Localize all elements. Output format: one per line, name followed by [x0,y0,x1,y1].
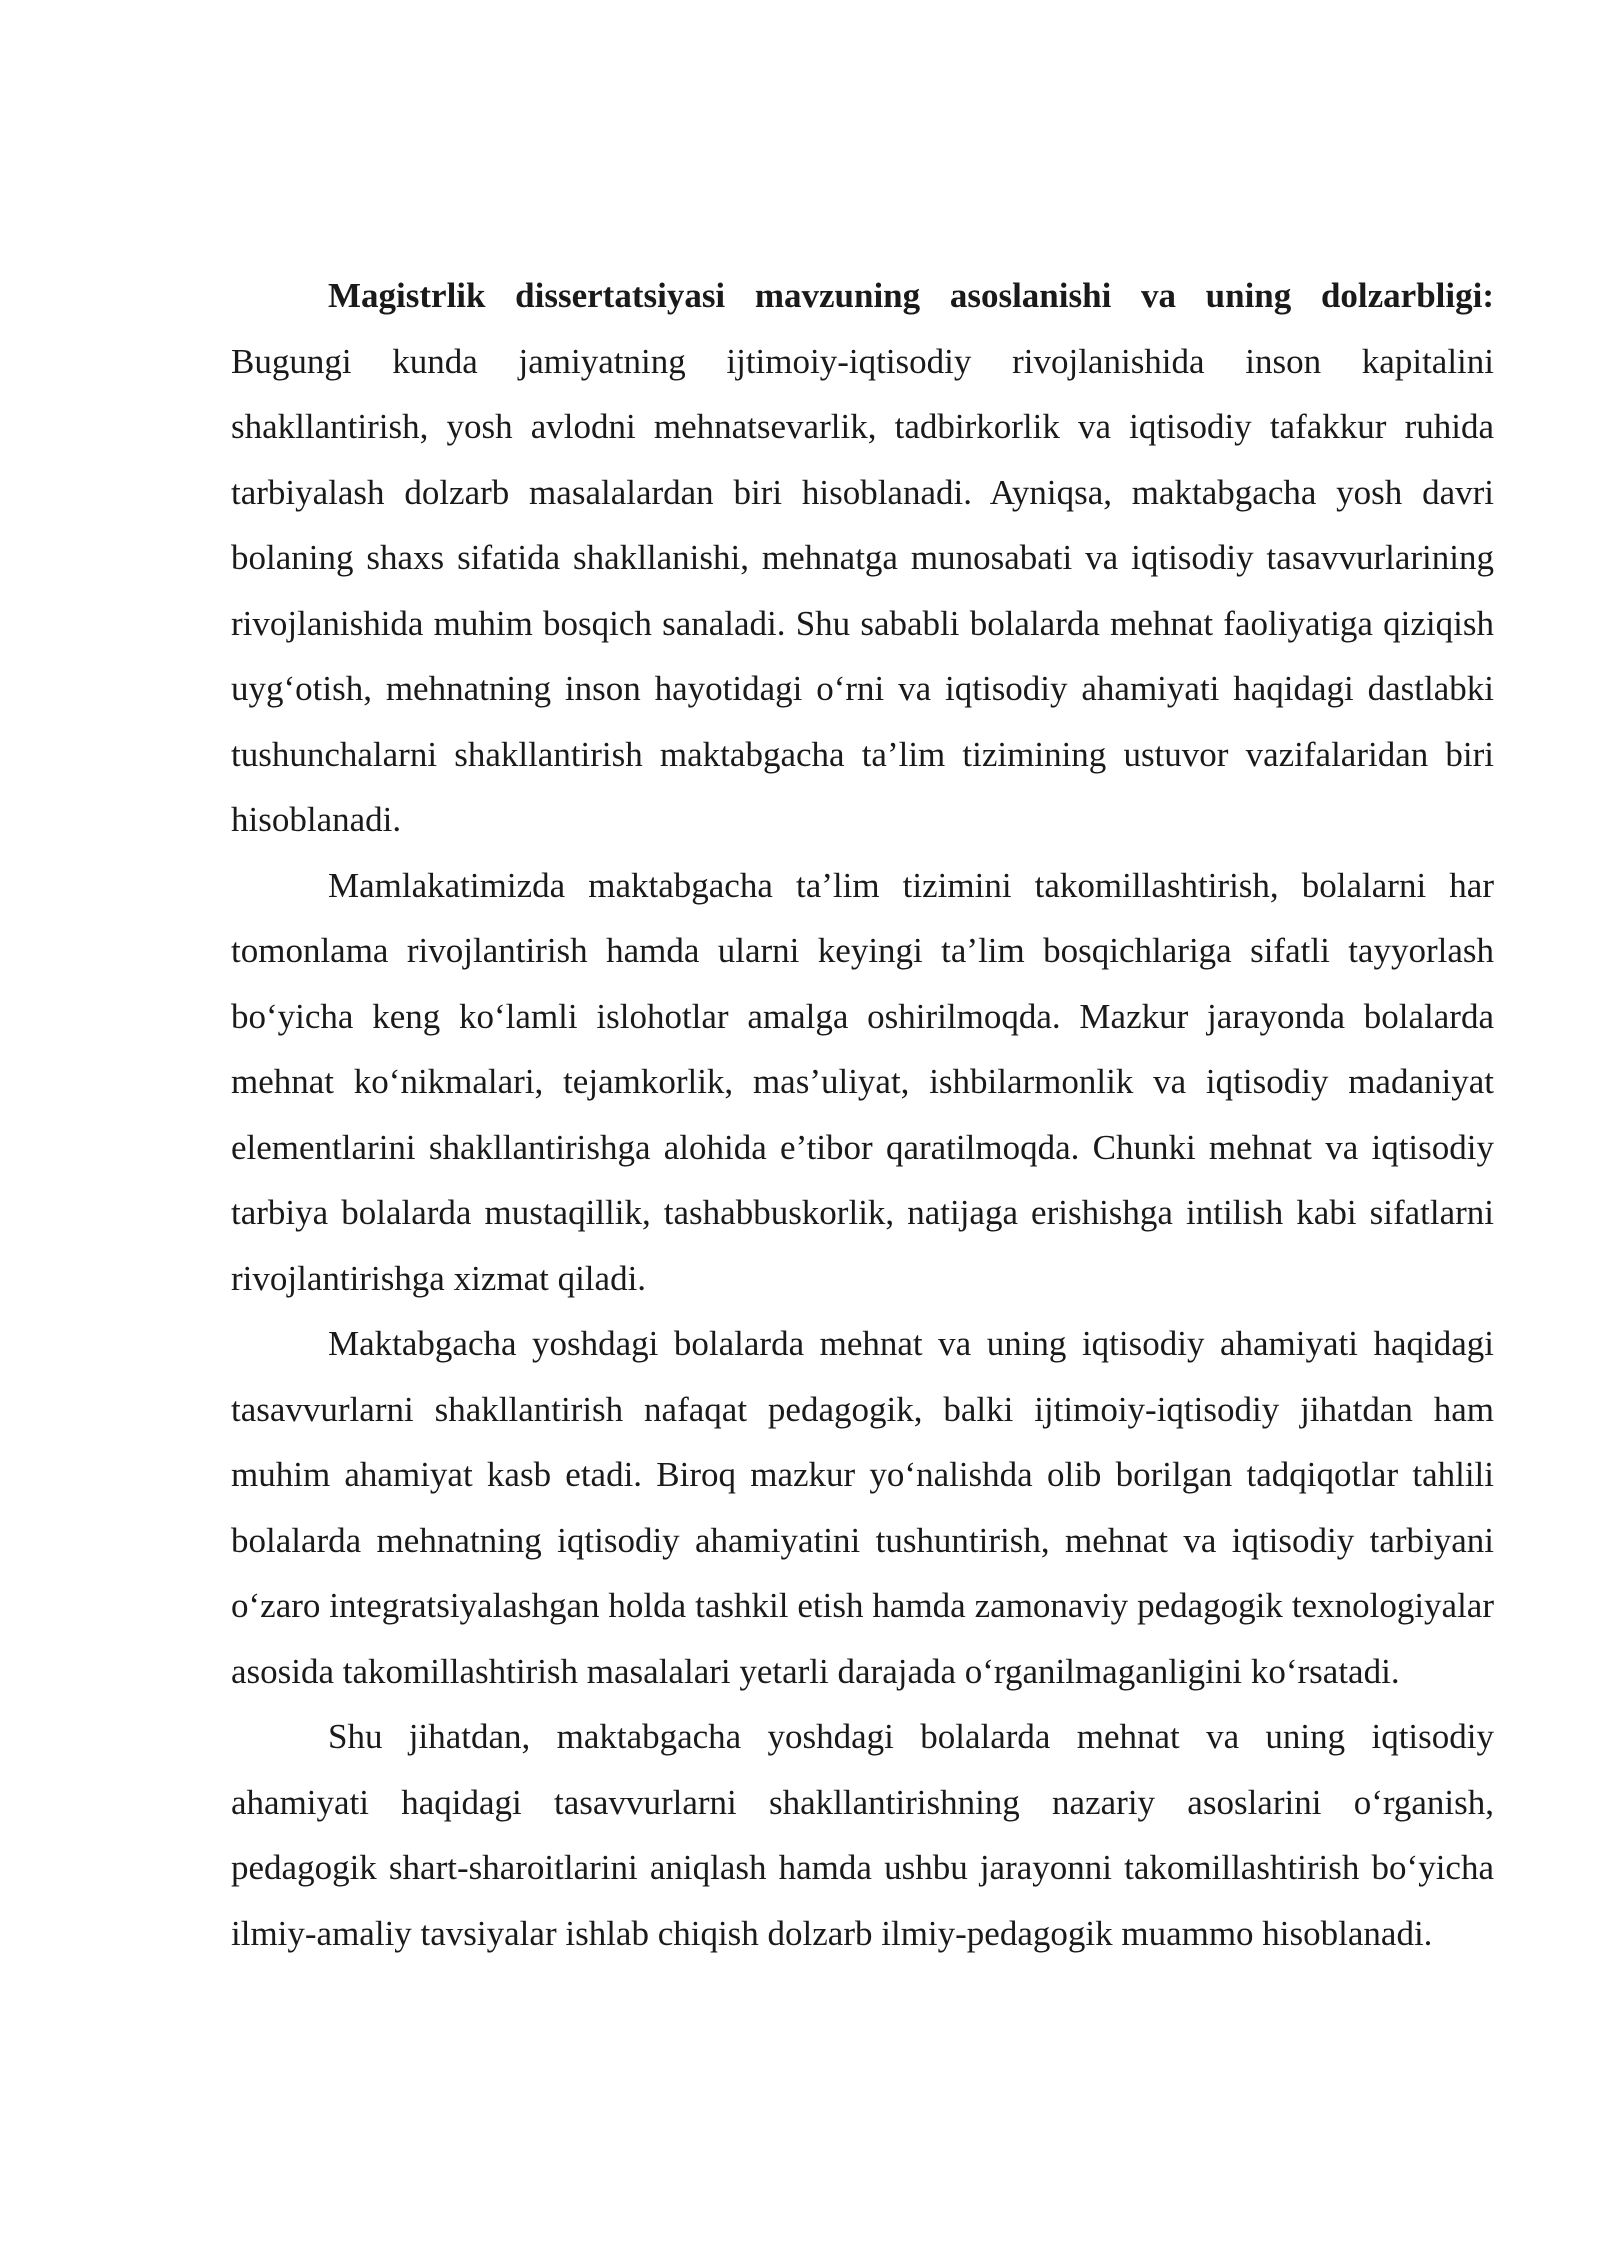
paragraph-3 [231,1311,1494,1704]
paragraph-1-text: Bugungi kunda jamiyatning ijtimoiy-iqtisodiy rivojlanishida inson kapitalini shakllantirish, yosh avlodni mehnatsevarlik, tadbirkorlik va iqtisodiy tafakkur ruhida tarbiyalash dolzarb masalalardan biri hisoblanadi. Ayniqsa, maktabgacha yosh davri bolaning shaxs sifatida shakllanishi, mehnatga munosabati va iqtisodiy tasavvurlarining rivojlanishida muhim bosqich sanaladi. Shu sababli bolalarda mehnat faoliyatiga qiziqish uyg‘otish, mehnatning inson hayotidagi o‘rni va iqtisodiy ahamiyati haqidagi dastlabki tushunchalarni shakllantirish maktabgacha ta’lim tizimining ustuvor vazifalaridan biri hisoblanadi. [231,341,1494,839]
paragraph-4-text: Shu jihatdan, maktabgacha yoshdagi bolalarda mehnat va uning iqtisodiy ahamiyati haqidagi tasavvurlarni shakllantirishning nazariy asoslarini o‘rganish, pedagogik shart-sharoitlarini aniqlash hamda ushbu jarayonni takomillashtirish bo‘yicha ilmiy-amaliy tavsiyalar ishlab chiqish dolzarb ilmiy-pedagogik muammo hisoblanadi. [231,1717,1494,1953]
paragraph-2 [231,853,1494,1312]
paragraph-1 [231,263,1494,853]
section-heading: Magistrlik dissertatsiyasi mavzuning asoslanishi va uning dolzarbligi: [328,276,1494,315]
paragraph-3-text: Maktabgacha yoshdagi bolalarda mehnat va uning iqtisodiy ahamiyati haqidagi tasavvurlarni shakllantirish nafaqat pedagogik, balki ijtimoiy-iqtisodiy jihatdan ham muhim ahamiyat kasb etadi. Biroq mazkur yo‘nalishda olib borilgan tadqiqotlar tahlili bolalarda mehnatning iqtisodiy ahamiyatini tushuntirish, mehnat va iqtisodiy tarbiyani o‘zaro integratsiyalashgan holda tashkil etish hamda zamonaviy pedagogik texnologiyalar asosida takomillashtirish masalalari yetarli darajada o‘rganilmaganligini ko‘rsatadi. [231,1324,1494,1691]
paragraph-4 [231,1704,1494,1966]
paragraph-2-text: Mamlakatimizda maktabgacha ta’lim tizimini takomillashtirish, bolalarni har tomonlama rivojlantirish hamda ularni keyingi ta’lim bosqichlariga sifatli tayyorlash bo‘yicha keng ko‘lamli islohotlar amalga oshirilmoqda. Mazkur jarayonda bolalarda mehnat ko‘nikmalari, tejamkorlik, mas’uliyat, ishbilarmonlik va iqtisodiy madaniyat elementlarini shakllantirishga alohida e’tibor qaratilmoqda. Chunki mehnat va iqtisodiy tarbiya bolalarda mustaqillik, tashabbuskorlik, natijaga erishishga intilish kabi sifatlarni rivojlantirishga xizmat qiladi. [231,865,1494,1298]
document-body [231,263,1494,1966]
